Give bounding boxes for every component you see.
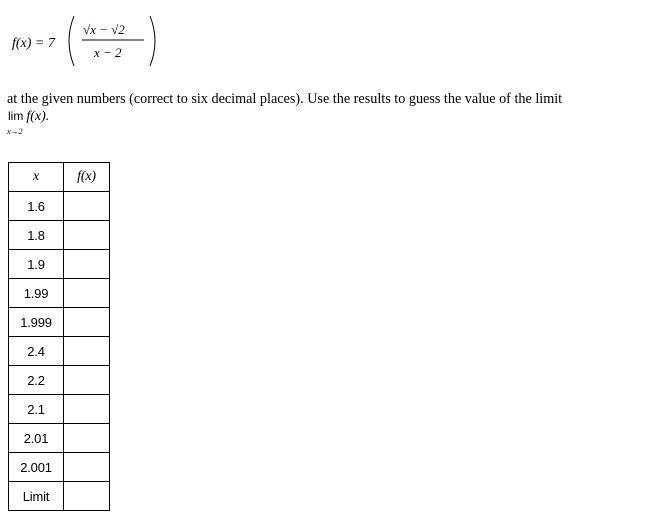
x-cell: 2.2 [9,366,64,395]
table-row [9,453,110,482]
fx-cell[interactable] [64,337,110,366]
header-x: x [9,163,64,192]
limit-subscript: x→2 [7,127,23,136]
table-row [9,308,110,337]
x-cell: 1.999 [9,308,64,337]
function-definition [12,14,162,70]
formula-numerator: √x − √2 [83,22,125,37]
instructions-text: at the given numbers (correct to six decimal places). Use the results to guess the value of the limit [7,91,563,107]
limit-expression [7,108,50,136]
fx-cell[interactable] [64,482,110,511]
x-cell: 1.6 [9,192,64,221]
x-cell: 1.8 [9,221,64,250]
table-row [9,250,110,279]
fx-cell[interactable] [64,424,110,453]
limit-label: lim [8,109,24,123]
table-row [9,221,110,250]
x-cell: 2.001 [9,453,64,482]
table-row [9,424,110,453]
fx-cell[interactable] [64,395,110,424]
right-paren [150,16,155,66]
x-cell: 2.01 [9,424,64,453]
x-cell: 1.99 [9,279,64,308]
fx-cell[interactable] [64,192,110,221]
values-table [8,162,110,511]
x-cell: 2.4 [9,337,64,366]
table-header-row [9,163,110,192]
fx-cell[interactable] [64,308,110,337]
x-cell: Limit [9,482,64,511]
formula-lhs: f(x) = 7 [12,36,55,51]
limit-operator [7,108,24,136]
fx-cell[interactable] [64,453,110,482]
formula-denominator: x − 2 [94,45,122,60]
table-row [9,395,110,424]
table-row [9,279,110,308]
fx-cell[interactable] [64,221,110,250]
table-row-limit [9,482,110,511]
fx-cell[interactable] [64,279,110,308]
x-cell: 1.9 [9,250,64,279]
limit-function: f(x). [26,109,50,124]
x-cell: 2.1 [9,395,64,424]
header-fx: f(x) [64,163,110,192]
table-row [9,337,110,366]
fx-cell[interactable] [64,366,110,395]
fx-cell[interactable] [64,250,110,279]
table-row [9,366,110,395]
left-paren [69,16,74,66]
table-row [9,192,110,221]
